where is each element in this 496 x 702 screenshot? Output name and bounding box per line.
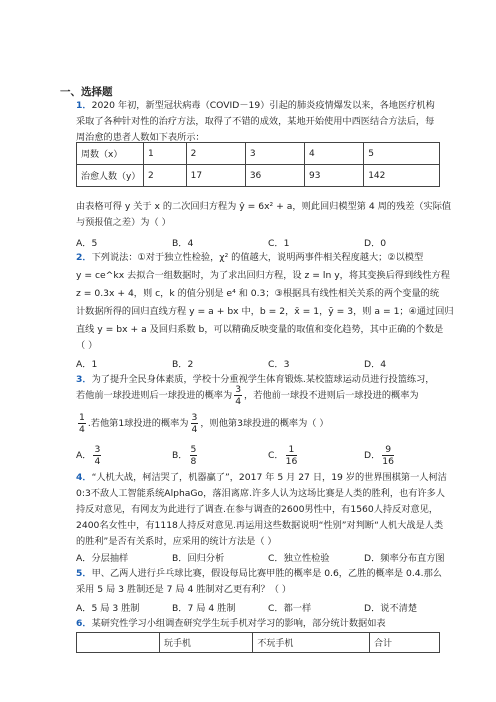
option-a: A． $\frac{3}{4}$ [76, 444, 101, 467]
table-row [77, 165, 440, 187]
table-cell: 4 [305, 143, 364, 165]
q2-number: 2． [76, 252, 92, 263]
q1-after-line2: 与预报值之差）为（ ） [76, 217, 171, 228]
table-cell: 36 [245, 165, 304, 187]
option-b: B．4 [172, 238, 194, 249]
q2-line6: （ ） [76, 340, 98, 351]
option-c: C．3 [268, 359, 290, 370]
option-d: D．4 [364, 359, 387, 370]
q1-after-line1: 由表格可得 y 关于 x 的二次回归方程为 ŷ = 6x² + a，则此回归模型第 4 周的残差（实际值 [76, 201, 452, 212]
fraction: $\frac{1}{4}$ [79, 412, 85, 435]
q1-number: 1． [76, 100, 92, 111]
table-cell: 治愈人数（y） [77, 165, 144, 187]
q1-line1: 1．2020 年初，新型冠状病毒（COVID－19）引起的肺炎疫情爆发以来，各地医疗机构 [76, 100, 435, 111]
table-cell: 2 [186, 143, 245, 165]
option-b: B． $\frac{5}{8}$ [172, 444, 197, 467]
table-cell: 玩手机 [160, 633, 253, 653]
table-cell: 1 [144, 143, 187, 165]
option-c: C．都一样 [268, 603, 312, 614]
table-cell [77, 633, 160, 653]
table-cell: 合计 [369, 633, 439, 653]
q6-data-table [76, 632, 440, 653]
table-row [77, 143, 440, 165]
section-title: 一、选择题 [60, 86, 113, 98]
q3-number: 3． [76, 374, 92, 385]
table-cell: 2 [144, 165, 187, 187]
option-c: C．1 [268, 238, 290, 249]
q4-line1: 4．“人机大战，柯洁哭了，机器赢了”，2017 年 5 月 27 日，19 岁的世界围棋第一人柯洁 [76, 472, 447, 483]
q5-number: 5． [76, 568, 92, 579]
option-d: D．说不清楚 [364, 603, 418, 614]
table-row [77, 633, 440, 653]
q5-line1: 5．甲、乙两人进行乒乓球比赛，假设每局比赛甲胜的概率是 0.6，乙胜的概率是 0.4.那么 [76, 568, 442, 579]
q6-number: 6． [76, 618, 92, 629]
option-a: A．5 局 3 胜制 [76, 603, 140, 614]
option-b: B．2 [172, 359, 194, 370]
option-c: C． $\frac{1}{16}$ [268, 444, 298, 467]
option-a: A．1 [76, 359, 98, 370]
option-b: B．回归分析 [172, 553, 225, 564]
q1-line3: 周治愈的患者人数如下表所示： [76, 132, 205, 143]
option-c: C．独立性检验 [268, 553, 330, 564]
q2-line3: z = 0.3x + 4，则 c，k 的值分别是 e⁴ 和 0.3；③根据具有线性相关关系的两个变量的统 [76, 288, 440, 299]
q2-line1: 2．下列说法：①对于独立性检验，χ² 的值越大，说明两事件相关程度越大；②以模型 [76, 252, 424, 263]
q2-line5: 直线 y = bx + a 及回归系数 b，可以精确反映变量的取值和变化趋势，其中正确的个数是 [76, 324, 444, 335]
table-cell: 不玩手机 [253, 633, 370, 653]
option-a: A．分层抽样 [76, 553, 129, 564]
table-cell: 3 [245, 143, 304, 165]
option-a: A．5 [76, 238, 98, 249]
q1-line2: 采取了各种针对性的治疗方法，取得了不错的成效，某地开始使用中西医结合方法后，每 [76, 116, 435, 127]
table-cell: 93 [305, 165, 364, 187]
q2-line4: 计数据所得的回归直线方程 y = a + bx 中，b = 2，x̄ = 1，ȳ = 3，则 a = 1；④通过回归 [76, 306, 454, 317]
q3-line2: 若他前一球投进则后一球投进的概率为 $\frac{3}{4}$ ，若他前一球投不进则后一球投进的概率为 [76, 384, 419, 407]
q3-line1: 3．为了提升全民身体素质，学校十分重视学生体育锻炼.某校篮球运动员进行投篮练习， [76, 374, 435, 385]
fraction: $\frac{3}{4}$ [191, 412, 198, 435]
table-cell: 17 [186, 165, 245, 187]
option-d: D．0 [364, 238, 387, 249]
table-cell: 周数（x） [77, 143, 144, 165]
q1-data-table [76, 142, 440, 187]
q4-number: 4． [76, 472, 92, 483]
q4-line5: 的胜利”是否有关系时，应采用的统计方法是（ ） [76, 536, 277, 547]
q5-line2: 采用 5 局 3 胜制还是 7 局 4 胜制对乙更有利？（ ） [76, 584, 292, 595]
q4-line3: 持反对意见，有网友为此进行了调查.在参与调查的2600男性中，有1560人持反对意见， [76, 504, 439, 515]
option-d: D． $\frac{9}{16}$ [364, 444, 394, 467]
option-b: B．7 局 4 胜制 [172, 603, 236, 614]
q4-line2: 0:3不敌人工智能系统AlphaGo，落泪离席.许多人认为这场比赛是人类的胜利，也有许多人 [76, 488, 445, 499]
fraction: $\frac{3}{4}$ [235, 384, 242, 407]
q3-line3: $\frac{1}{4}$ .若他第1球投进的概率为 $\frac{3}{4}$ ，则他第3球投进的概率为（ ） [79, 412, 329, 435]
table-cell: 5 [364, 143, 440, 165]
q6-line1: 6．某研究性学习小组调查研究学生玩手机对学习的影响，部分统计数据如表 [76, 618, 386, 629]
q4-line4: 2400名女性中，有1118人持反对意见.再运用这些数据说明“性别”对判断“人机大战是人类 [76, 520, 444, 531]
q2-line2: y = ce^kx 去拟合一组数据时，为了求出回归方程，设 z = ln y，将其变换后得到线性方程 [76, 270, 450, 281]
option-d: D．频率分布直方图 [364, 553, 445, 564]
table-cell: 142 [364, 165, 440, 187]
